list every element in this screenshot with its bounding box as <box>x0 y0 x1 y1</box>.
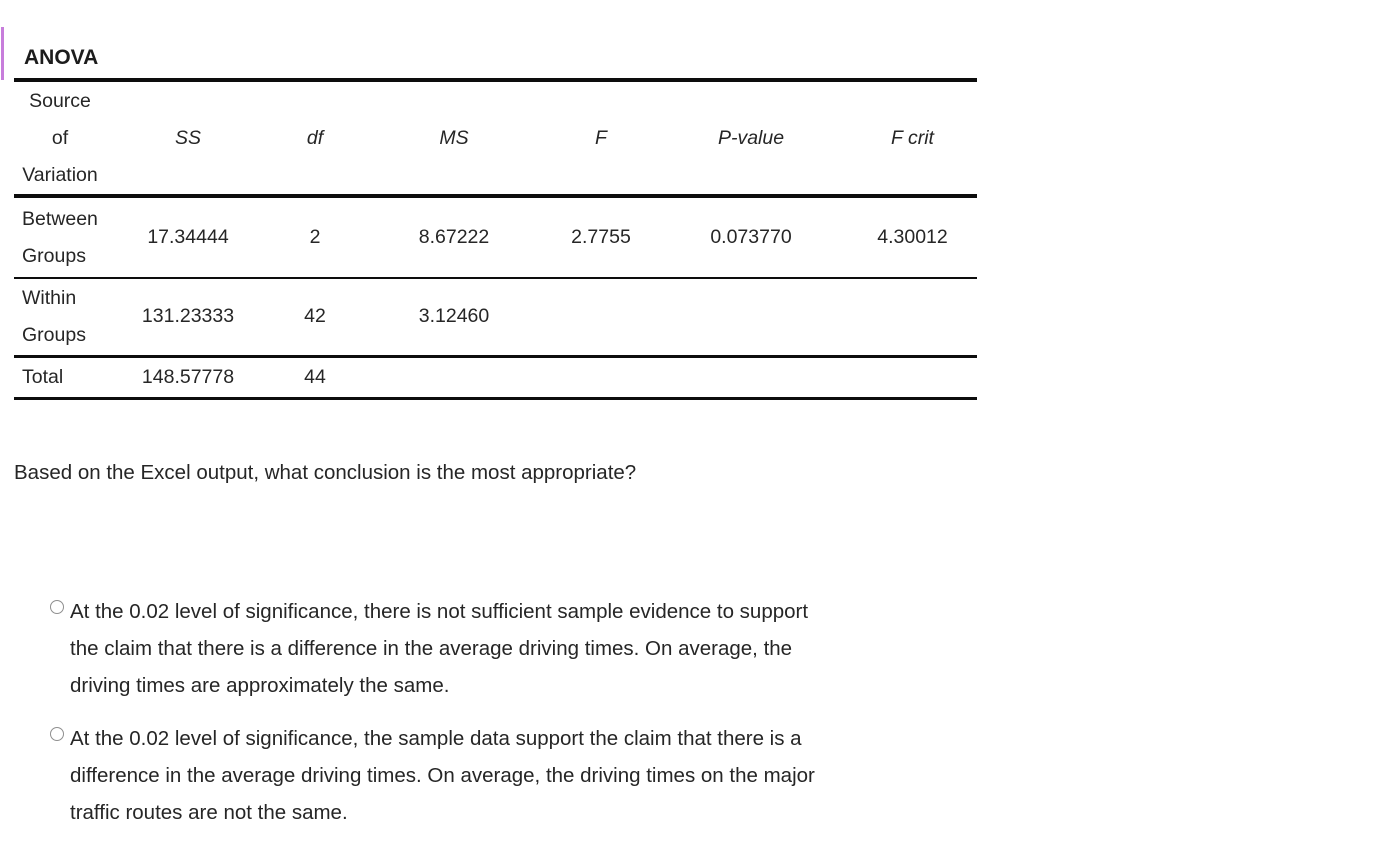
header-source-line: of <box>51 126 69 149</box>
cell-f-crit: 4.30012 <box>877 226 948 248</box>
cell-p-value: 0.073770 <box>710 226 792 248</box>
radio-button-option-2[interactable] <box>50 727 64 741</box>
cell-source: Total <box>22 365 64 388</box>
cell-ss: 17.34444 <box>147 226 229 248</box>
cell-f <box>548 278 654 356</box>
cell-source: Within Groups <box>22 286 86 346</box>
table-header-row <box>14 80 977 196</box>
radio-button-option-1[interactable] <box>50 600 64 614</box>
anova-table <box>14 78 977 400</box>
col-header-ms: MS <box>439 126 469 149</box>
cell-ss: 148.57778 <box>141 365 235 388</box>
col-header-source <box>14 80 106 196</box>
cell-f <box>548 356 654 398</box>
cell-f-crit <box>848 356 977 398</box>
option-text-line: At the 0.02 level of significance, there is not sufficient sample evidence to support <box>70 599 809 623</box>
col-header-f-crit: F crit <box>891 126 934 149</box>
cell-f: 2.7755 <box>571 226 631 248</box>
cell-f-crit <box>848 278 977 356</box>
cell-p-value <box>654 278 848 356</box>
header-source-line: Source <box>29 89 91 112</box>
option-text-line: At the 0.02 level of significance, the sample data support the claim that there is a <box>70 726 802 750</box>
cell-df: 42 <box>304 305 326 328</box>
cell-source: Between Groups <box>22 207 98 267</box>
option-text-line: difference in the average driving times. On average, the driving times on the major <box>70 763 815 787</box>
option-text-line: driving times are approximately the same. <box>70 673 450 697</box>
accent-bar <box>1 27 4 80</box>
option-text-line: the claim that there is a difference in the average driving times. On average, the <box>70 636 793 660</box>
cell-ms <box>360 356 548 398</box>
anova-table-title: ANOVA <box>24 46 99 69</box>
cell-ms: 3.12460 <box>418 305 490 328</box>
table-row <box>14 196 977 278</box>
col-header-ss: SS <box>174 126 201 149</box>
cell-p-value <box>654 356 848 398</box>
answer-option-1[interactable] <box>50 593 977 704</box>
question-text: Based on the Excel output, what conclusion is the most appropriate? <box>14 460 637 484</box>
header-source-line: Variation <box>22 163 98 186</box>
cell-ss: 131.23333 <box>141 305 235 328</box>
table-row <box>14 278 977 356</box>
table-row <box>14 356 977 398</box>
quiz-content <box>14 0 977 847</box>
option-2-text <box>70 720 815 831</box>
cell-df: 44 <box>304 365 326 388</box>
col-header-p-value: P-value <box>717 126 785 149</box>
option-1-text <box>70 593 808 704</box>
answer-option-2[interactable] <box>50 720 977 831</box>
cell-df: 2 <box>309 226 321 248</box>
cell-ms: 8.67222 <box>418 226 490 248</box>
option-text-line: traffic routes are not the same. <box>70 800 348 824</box>
col-header-df: df <box>306 126 324 149</box>
col-header-f: F <box>595 126 607 149</box>
answer-options <box>14 593 977 831</box>
